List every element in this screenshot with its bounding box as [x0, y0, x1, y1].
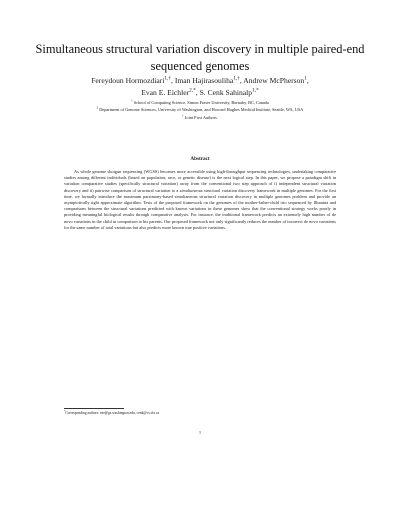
- author-affil-mark: 1,†: [233, 75, 240, 82]
- footnote-text: Corresponding authors: eee@gs.washington.edu, cenk@cs.sfu.ca: [65, 411, 160, 415]
- author-sep: ,: [306, 76, 309, 85]
- title-line-1: Simultaneous structural variation discovery in multiple paired-end: [35, 42, 365, 56]
- affiliation-3: [40, 115, 360, 120]
- abstract-text: As whole genome shotgun sequencing (WGSS) becomes more accessible using high-throughput sequencing technologies, undertaking comparative studies among different individuals (based on population, race, or genetic disease) is the next logical step. In this paper, we propose a paradigm shift in variation comparative studies (specifically structural variation) away from the conventional two step approach of i) independent structural variation discovery and ii) pairwise comparison of structural variation to a: [64, 169, 336, 193]
- author-name: , Andrew McPherson: [239, 76, 305, 85]
- author-list: [30, 75, 370, 98]
- authors-line-1: [30, 75, 370, 87]
- author-name: , S. Cenk Sahinalp: [195, 87, 253, 97]
- author-affil-mark: 2,*: [189, 86, 196, 93]
- affiliation-text: School of Computing Science, Simon Fraser University, Burnaby, BC, Canada: [133, 100, 269, 105]
- affiliations: [40, 100, 360, 122]
- footnote: [64, 411, 159, 416]
- title-line-2: sequenced genomes: [150, 59, 250, 73]
- author-affil-mark: 1: [304, 75, 307, 82]
- affiliation-mark: †: [182, 113, 184, 118]
- footnote-rule: [64, 408, 124, 409]
- affiliation-1: [40, 100, 360, 105]
- abstract-body: [64, 169, 336, 231]
- abstract-text: structural variation discovery framework in multiple genomes. For the first time, we formally introduce the maximum parsimony-based simultaneous structural variation discovery in multiple genomes problem and provide an asymptotically tight approximate algorithm. Tests of the proposed framework on the genomes of the mother-father-child trio sequenced by Illumina and comparisons between the structural variations predicted with known variations in these genomes show that the conventional strategy works poorly in providing meaningful biological results through comparative analysis. For instance, the traditional framework predicts an extremely high number of de novo variations in the child in comparison to his parents. Our proposed framework not only significantly reduces the number of incorrect de novo variations for the same number of total variations but also predicts more known true positive variations.: [64, 187, 336, 230]
- footnote-mark: *: [64, 409, 66, 413]
- author-name: Fereydoun Hormozdiari: [91, 76, 165, 85]
- authors-line-2: [30, 87, 370, 99]
- page-number: 1: [198, 430, 202, 435]
- affiliation-mark: 1: [131, 98, 133, 103]
- author-name: Evan E. Eichler: [141, 87, 190, 97]
- author-name: , Iman Hajirasouliha: [171, 76, 234, 85]
- abstract-emphasis: simultaneous: [179, 187, 203, 193]
- affiliation-text: Department of Genome Sciences, University of Washington, and Howard Hughes Medical Institute, Seattle, WA, USA: [99, 107, 304, 113]
- author-affil-mark: 1,*: [252, 86, 259, 93]
- author-affil-mark: 1,†: [164, 75, 172, 82]
- abstract-heading: Abstract: [190, 156, 210, 162]
- affiliation-text: Joint First Authors.: [184, 114, 218, 120]
- affiliation-2: [40, 107, 360, 112]
- paper-title: [20, 41, 380, 75]
- affiliation-mark: 2: [96, 105, 99, 110]
